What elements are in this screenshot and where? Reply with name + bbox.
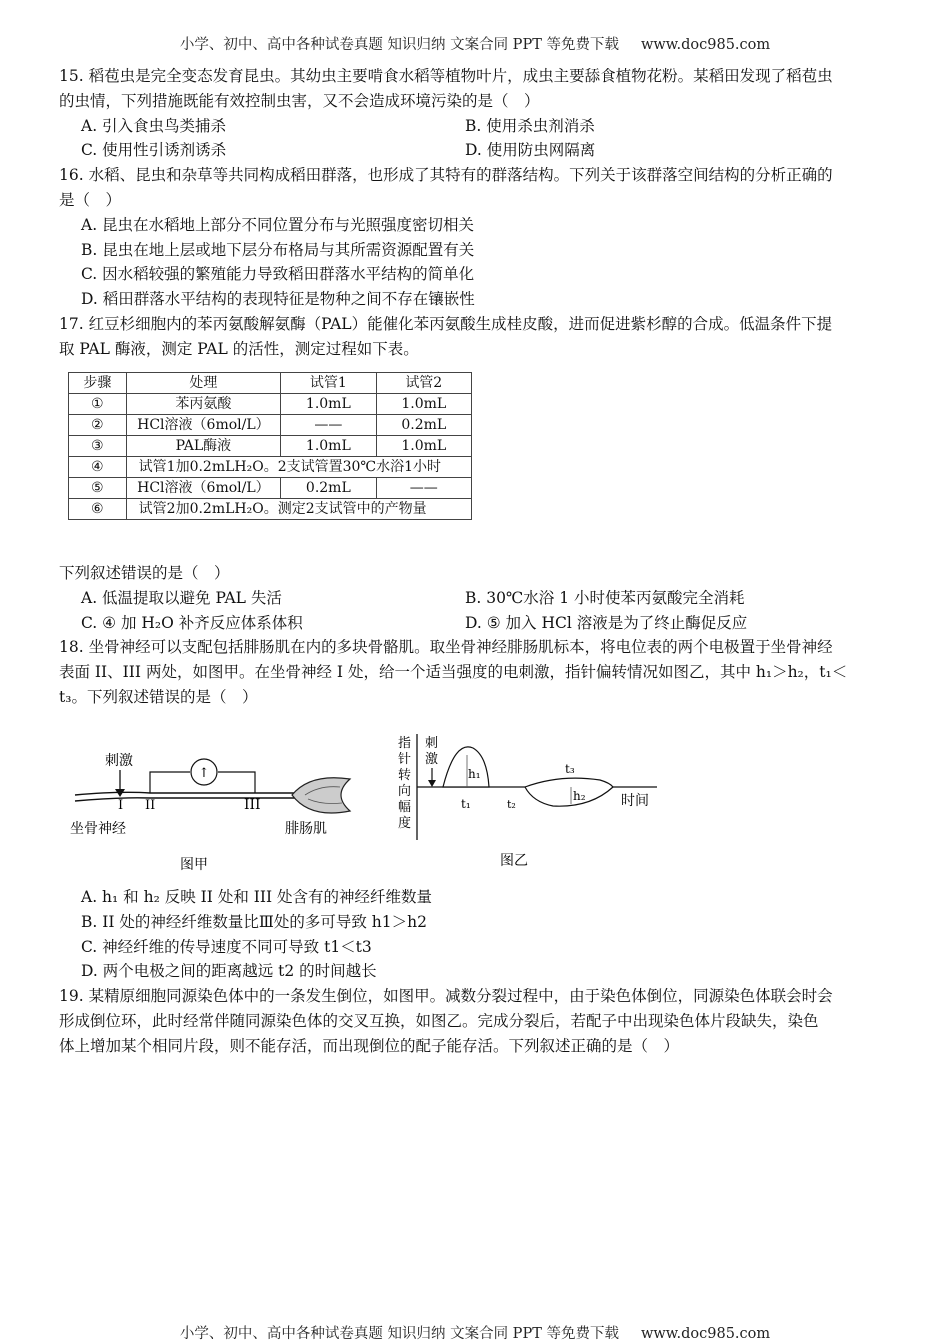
q15-stem-line2: 的虫情，下列措施既能有效控制虫害，又不会造成环境污染的是（ ） [59,91,540,110]
q16-option-d: D. 稻田群落水平结构的表现特征是物种之间不存在镶嵌性 [81,290,475,309]
table-header-cell: 试管2 [376,373,471,394]
q17-stem-line2: 取 PAL 酶液，测定 PAL 的活性，测定过程如下表。 [59,339,419,358]
q17-option-c: C. ④ 加 H₂O 补齐反应体系体积 [81,613,303,632]
fig-b-t1-label: t₁ [461,797,471,811]
table-cell: 苯丙氨酸 [126,394,280,415]
fig-b-arrowhead [428,780,436,787]
q15-option-a: A. 引入食虫鸟类捕杀 [81,116,227,135]
fig-b-stimulus-char: 刺 [425,736,439,751]
fig-b-xlabel: 时间 [621,793,649,809]
fig-a-stimulus-label: 刺激 [105,753,133,769]
q17-option-b: B. 30℃水浴 1 小时使苯丙氨酸完全消耗 [465,588,745,607]
q16-stem-line1: 16. 水稻、昆虫和杂草等共同构成稻田群落，也形成了其特有的群落结构。下列关于该群落空间结构的分析正确的 [59,166,833,185]
question-content-2 [59,561,895,710]
table-row [69,415,472,436]
q16-stem-line2: 是（ ） [59,190,122,209]
q15-option-c: C. 使用性引诱剂诱杀 [81,141,227,160]
fig-a-caption: 图甲 [180,857,208,873]
fig-b-stimulus-char: 激 [425,752,439,767]
page-header [0,33,950,54]
table-row [69,436,472,457]
q15-stem-line1: 15. 稻苞虫是完全变态发育昆虫。其幼虫主要啃食水稻等植物叶片，成虫主要舔食植物花粉。某稻田发现了稻苞虫 [59,67,833,85]
footer-url[interactable]: www.doc985.com [640,1326,771,1342]
table-cell: HCl溶液（6mol/L） [126,415,280,436]
table-cell: 试管1加0.2mLH₂O。2支试管置30℃水浴1小时 [126,457,471,478]
q15-options-row2 [59,138,895,163]
fig-b-ylabel-char: 针 [398,752,412,767]
figure-a [60,735,360,875]
question-content-3 [59,885,895,1059]
fig-b-caption: 图乙 [500,853,528,869]
q19-stem-line2: 形成倒位环，此时经常伴随同源染色体的交叉互换，如图乙。完成分裂后，若配子中出现染色体片段缺失，染色 [59,1011,819,1030]
fig-a-nerve-upper [75,792,300,795]
footer-text: 小学、初中、高中各种试卷真题 知识归纳 文案合同 PPT 等免费下载 [179,1326,619,1342]
fig-b-ylabel-char: 向 [398,784,412,799]
table-cell: ① [69,394,127,415]
fig-b-ylabel-char: 幅 [398,800,412,815]
header-url[interactable]: www.doc985.com [640,37,771,53]
fig-a-nerve-label: 坐骨神经 [70,821,126,837]
page-footer [0,1322,950,1343]
table-row [69,394,472,415]
table-cell: —— [376,478,471,499]
q15-option-b: B. 使用杀虫剂消杀 [465,116,595,135]
fig-a-meter-needle: ↑ [198,766,210,781]
fig-b-ylabel-char: 指 [398,736,412,751]
q19-stem-line1: 19. 某精原细胞同源染色体中的一条发生倒位，如图甲。减数分裂过程中，由于染色体倒位，同源染色体联会时会 [59,987,833,1006]
table-row [69,478,472,499]
q17-stem-line1: 17. 红豆杉细胞内的苯丙氨酸解氨酶（PAL）能催化苯丙氨酸生成桂皮酸，进而促进紫杉醇的合成。低温条件下提 [59,314,833,333]
fig-b-ylabel-char: 度 [398,816,412,831]
fig-b-t2-label: t₂ [507,798,516,811]
table-cell: ⑥ [69,499,127,520]
q18-stem-line3: t₃。下列叙述错误的是（ ） [59,687,258,706]
table-row [69,457,472,478]
fig-a-label-I: I [118,798,124,813]
fig-b-t3-label: t₃ [565,762,575,776]
fig-a-label-III: III [244,797,261,813]
q17-experiment-table [68,372,472,520]
table-cell: —— [281,415,376,436]
q16-option-a: A. 昆虫在水稻地上部分不同位置分布与光照强度密切相关 [81,215,475,234]
fig-b-ylabel-char: 转 [398,768,412,783]
q18-option-a: A. h₁ 和 h₂ 反映 II 处和 III 处含有的神经纤维数量 [81,888,433,906]
table-cell: ⑤ [69,478,127,499]
table-cell: 1.0mL [376,436,471,457]
q18-option-c: C. 神经纤维的传导速度不同可导致 t1＜t3 [81,937,372,956]
table-header-cell: 试管1 [281,373,376,394]
q18-stem-line1: 18. 坐骨神经可以支配包括腓肠肌在内的多块骨骼肌。取坐骨神经腓肠肌标本，将电位表的两个电极置于坐骨神经 [59,638,833,657]
q19-stem-line3: 体上增加某个相同片段，则不能存活，而出现倒位的配子能存活。下列叙述正确的是（ ） [59,1036,680,1055]
q17-options-row1 [59,586,895,611]
table-cell: 1.0mL [281,436,376,457]
q17-option-a: A. 低温提取以避免 PAL 失活 [81,588,282,607]
fig-a-muscle-label: 腓肠肌 [285,821,327,837]
header-text: 小学、初中、高中各种试卷真题 知识归纳 文案合同 PPT 等免费下载 [179,37,619,53]
table-header-row [69,373,472,394]
q17-option-d: D. ⑤ 加入 HCl 溶液是为了终止酶促反应 [465,613,748,632]
fig-a-label-II: II [145,798,156,813]
q17-options-row2 [59,611,895,636]
q15-options-row1 [59,114,895,139]
table-header-cell: 处理 [126,373,280,394]
fig-b-h1-label: h₁ [468,767,481,781]
table-cell: 0.2mL [376,415,471,436]
table-cell: PAL酶液 [126,436,280,457]
table-cell: ④ [69,457,127,478]
fig-a-muscle [292,778,350,813]
table-cell: ② [69,415,127,436]
table-header-cell: 步骤 [69,373,127,394]
q18-option-d: D. 两个电极之间的距离越远 t2 的时间越长 [81,962,377,981]
q16-option-c: C. 因水稻较强的繁殖能力导致稻田群落水平结构的简单化 [81,265,475,284]
figure-b [395,730,665,870]
table-cell: 1.0mL [281,394,376,415]
q18-option-b: B. II 处的神经纤维数量比Ⅲ处的多可导致 h1＞h2 [81,912,427,931]
table-cell: 1.0mL [376,394,471,415]
table-cell: 试管2加0.2mLH₂O。测定2支试管中的产物量 [126,499,471,520]
table-cell: HCl溶液（6mol/L） [126,478,280,499]
fig-a-nerve-lower [75,798,300,801]
fig-b-h2-label: h₂ [573,789,586,803]
q17-question: 下列叙述错误的是（ ） [59,564,230,582]
question-content [59,64,895,362]
q16-option-b: B. 昆虫在地上层或地下层分布格局与其所需资源配置有关 [81,240,475,259]
fig-b-trough-h2 [525,778,613,806]
fig-b-peak-h1 [443,747,489,787]
q18-stem-line2: 表面 II、III 两处，如图甲。在坐骨神经 I 处，给一个适当强度的电刺激，指针偏转情况如图乙，其中 h₁＞h₂，t₁＜ [59,663,848,682]
table-cell: 0.2mL [281,478,376,499]
table-cell: ③ [69,436,127,457]
table-row [69,499,472,520]
q15-option-d: D. 使用防虫网隔离 [465,141,596,160]
